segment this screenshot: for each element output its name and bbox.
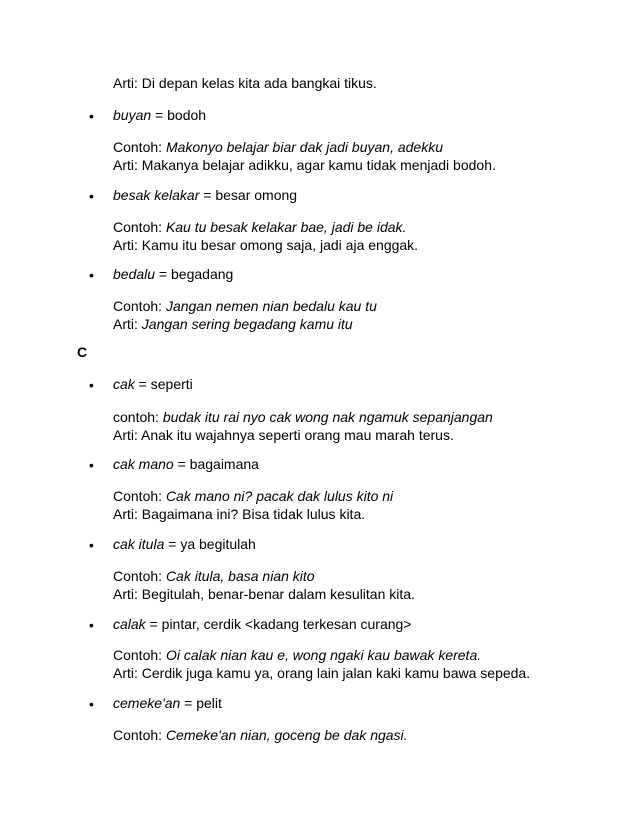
- entry-sep: =: [164, 536, 181, 552]
- example-label: Contoh:: [113, 488, 163, 504]
- example-label: Contoh:: [113, 298, 163, 314]
- example-text: Makonyo belajar biar dak jadi buyan, adekku: [165, 139, 443, 155]
- example-text: Cak mano ni? pacak dak lulus kito ni: [165, 488, 394, 504]
- entry-sep: =: [173, 456, 190, 472]
- example-label: Contoh:: [113, 568, 163, 584]
- bullet: •: [89, 267, 94, 283]
- arti-label: Arti:: [113, 75, 138, 91]
- example-line: [113, 487, 393, 505]
- example-line: [113, 567, 315, 585]
- example-text: Cak itula, basa nian kito: [165, 568, 315, 584]
- example-label: contoh:: [113, 409, 159, 425]
- arti-line: [113, 236, 418, 254]
- arti-line: [113, 156, 496, 174]
- bullet: •: [89, 188, 94, 204]
- arti-label: Arti:: [113, 427, 138, 443]
- example-label: Contoh:: [113, 219, 163, 235]
- example-line: [113, 646, 481, 664]
- entry-term: cemeke'an: [113, 695, 181, 711]
- arti-line: [113, 315, 353, 333]
- entry-head-bedalu: [113, 265, 233, 283]
- bullet: •: [89, 108, 94, 124]
- top-arti-line: [113, 74, 377, 92]
- arti-line: [113, 664, 530, 682]
- entry-head-besak-kelakar: [113, 186, 297, 204]
- entry-term: bedalu: [113, 266, 156, 282]
- example-text: Cemeke'an nian, goceng be dak ngasi.: [165, 727, 408, 743]
- arti-label: Arti:: [113, 316, 138, 332]
- entry-meaning: pintar, cerdik <kadang terkesan curang>: [161, 616, 412, 632]
- arti-text: Anak itu wajahnya seperti orang mau marah terus.: [141, 427, 454, 443]
- arti-text: Makanya belajar adikku, agar kamu tidak menjadi bodoh.: [141, 157, 496, 173]
- example-line: [113, 218, 406, 236]
- example-label: Contoh:: [113, 647, 163, 663]
- entry-meaning: besar omong: [215, 187, 298, 203]
- arti-label: Arti:: [113, 586, 138, 602]
- entry-sep: =: [199, 187, 216, 203]
- arti-text: Kamu itu besar omong saja, jadi aja enggak.: [141, 237, 419, 253]
- entry-sep: =: [134, 376, 151, 392]
- entry-meaning: bodoh: [167, 107, 207, 123]
- arti-label: Arti:: [113, 506, 138, 522]
- entry-term: buyan: [113, 107, 152, 123]
- arti-line: [113, 585, 415, 603]
- entry-sep: =: [155, 266, 172, 282]
- arti-text: Begitulah, benar-benar dalam kesulitan kita.: [141, 586, 415, 602]
- entry-head-buyan: [113, 106, 206, 124]
- entry-sep: =: [180, 695, 197, 711]
- section-letter: C: [77, 344, 88, 360]
- example-text: Oi calak nian kau e, wong ngaki kau bawak kereta.: [165, 647, 482, 663]
- arti-line: [113, 426, 454, 444]
- bullet: •: [89, 617, 94, 633]
- bullet: •: [89, 377, 94, 393]
- arti-text: Cerdik juga kamu ya, orang lain jalan kaki kamu bawa sepeda.: [141, 665, 531, 681]
- entry-head-cemekean: [113, 694, 222, 712]
- entry-meaning: begadang: [171, 266, 234, 282]
- arti-label: Arti:: [113, 237, 138, 253]
- entry-term: besak kelakar: [113, 187, 200, 203]
- example-line: [113, 297, 377, 315]
- arti-line: [113, 505, 365, 523]
- example-line: [113, 408, 493, 426]
- entry-meaning: seperti: [150, 376, 193, 392]
- entry-term: calak: [113, 616, 146, 632]
- arti-text: Jangan sering begadang kamu itu: [141, 316, 353, 332]
- bullet: •: [89, 537, 94, 553]
- example-text: budak itu rai nyo cak wong nak ngamuk sepanjangan: [162, 409, 493, 425]
- example-line: [113, 726, 408, 744]
- example-text: Jangan nemen nian bedalu kau tu: [165, 298, 377, 314]
- example-text: Kau tu besak kelakar bae, jadi be idak.: [165, 219, 407, 235]
- arti-text: Bagaimana ini? Bisa tidak lulus kita.: [141, 506, 366, 522]
- entry-term: cak: [113, 376, 135, 392]
- arti-label: Arti:: [113, 665, 138, 681]
- arti-label: Arti:: [113, 157, 138, 173]
- entry-sep: =: [151, 107, 168, 123]
- entry-term: cak mano: [113, 456, 174, 472]
- arti-text: Di depan kelas kita ada bangkai tikus.: [141, 75, 377, 91]
- example-label: Contoh:: [113, 139, 163, 155]
- entry-head-cak-itula: [113, 535, 256, 553]
- example-line: [113, 138, 443, 156]
- entry-meaning: pelit: [196, 695, 222, 711]
- example-label: Contoh:: [113, 727, 163, 743]
- entry-head-cak-mano: [113, 455, 259, 473]
- entry-meaning: bagaimana: [189, 456, 259, 472]
- entry-term: cak itula: [113, 536, 165, 552]
- bullet: •: [89, 457, 94, 473]
- entry-head-calak: [113, 615, 411, 633]
- entry-head-cak: [113, 375, 193, 393]
- bullet: •: [89, 696, 94, 712]
- entry-sep: =: [145, 616, 162, 632]
- entry-meaning: ya begitulah: [180, 536, 256, 552]
